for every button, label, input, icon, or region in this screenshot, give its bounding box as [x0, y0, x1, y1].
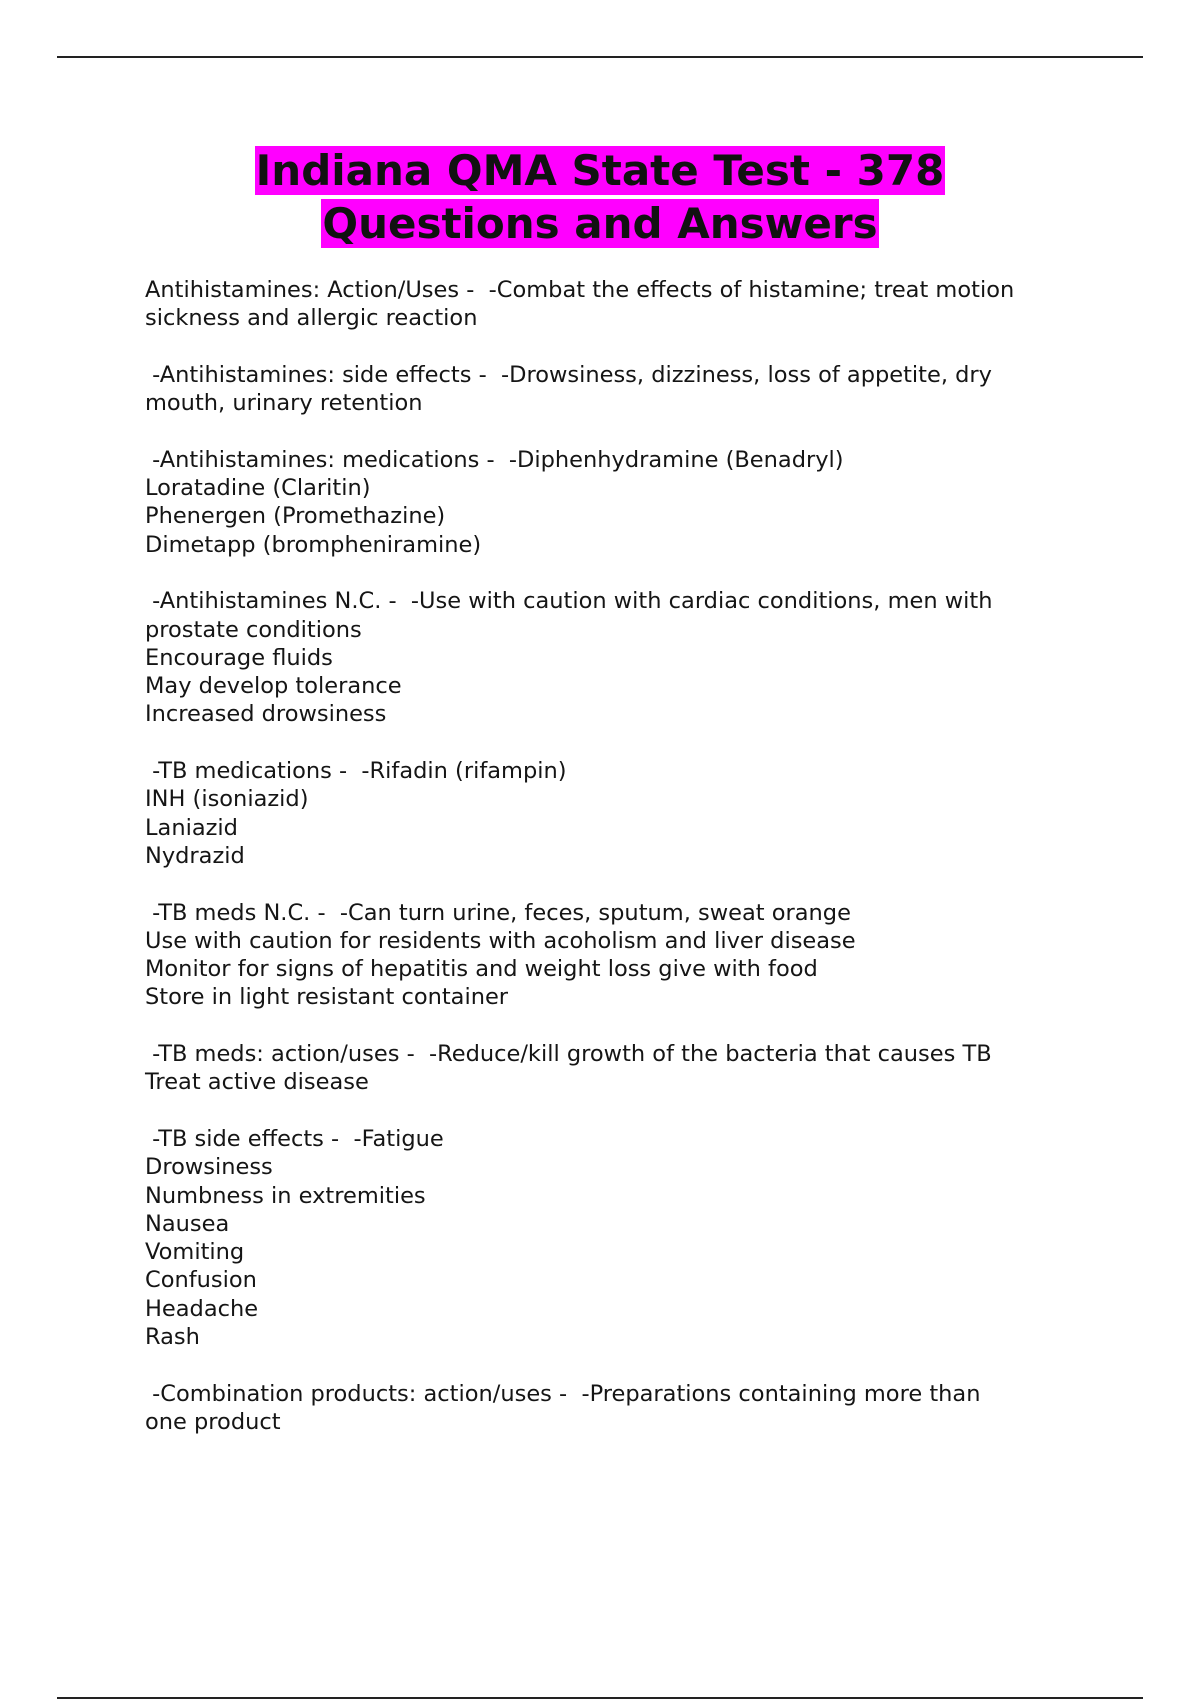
qa-entry-antihistamines-side-effects: -Antihistamines: side effects - -Drowsiness, dizziness, loss of appetite, dry mouth, urinary retention [145, 361, 992, 417]
footer-rule [57, 1697, 1143, 1699]
qa-entry-antihistamines-nc: -Antihistamines N.C. - -Use with caution with cardiac conditions, men with prostate conditions Encourage fluids May develop tolerance Increased drowsiness [145, 588, 993, 728]
title-line-1: Indiana QMA State Test - 378 [255, 146, 945, 195]
title-line-2: Questions and Answers [322, 199, 878, 248]
qa-entry-tb-medications: -TB medications - -Rifadin (rifampin) INH (isoniazid) Laniazid Nydrazid [145, 758, 567, 869]
qa-list [145, 276, 1095, 1464]
document-title [0, 144, 1200, 250]
qa-entry-antihistamines-medications: -Antihistamines: medications - -Diphenhydramine (Benadryl) Loratadine (Claritin) Phenergen (Promethazine) Dimetapp (brompheniramine) [145, 446, 844, 558]
qa-entry-antihistamines-action-uses: Antihistamines: Action/Uses - -Combat the effects of histamine; treat motion sickness and allergic reaction [145, 277, 1015, 332]
qa-entry-tb-meds-nc: -TB meds N.C. - -Can turn urine, feces, sputum, sweat orange Use with caution for residents with acoholism and liver disease Monitor for signs of hepatitis and weight loss give with food Store in light resistant container [145, 899, 856, 1011]
qa-entry-tb-meds-action-uses: -TB meds: action/uses - -Reduce/kill growth of the bacteria that causes TB Treat active disease [145, 1041, 992, 1096]
header-rule [57, 56, 1143, 58]
qa-entry-tb-side-effects: -TB side effects - -Fatigue Drowsiness Numbness in extremities Nausea Vomiting Confusion Headache Rash [145, 1125, 444, 1350]
qa-entry-combination-products: -Combination products: action/uses - -Preparations containing more than one product [145, 1380, 981, 1435]
